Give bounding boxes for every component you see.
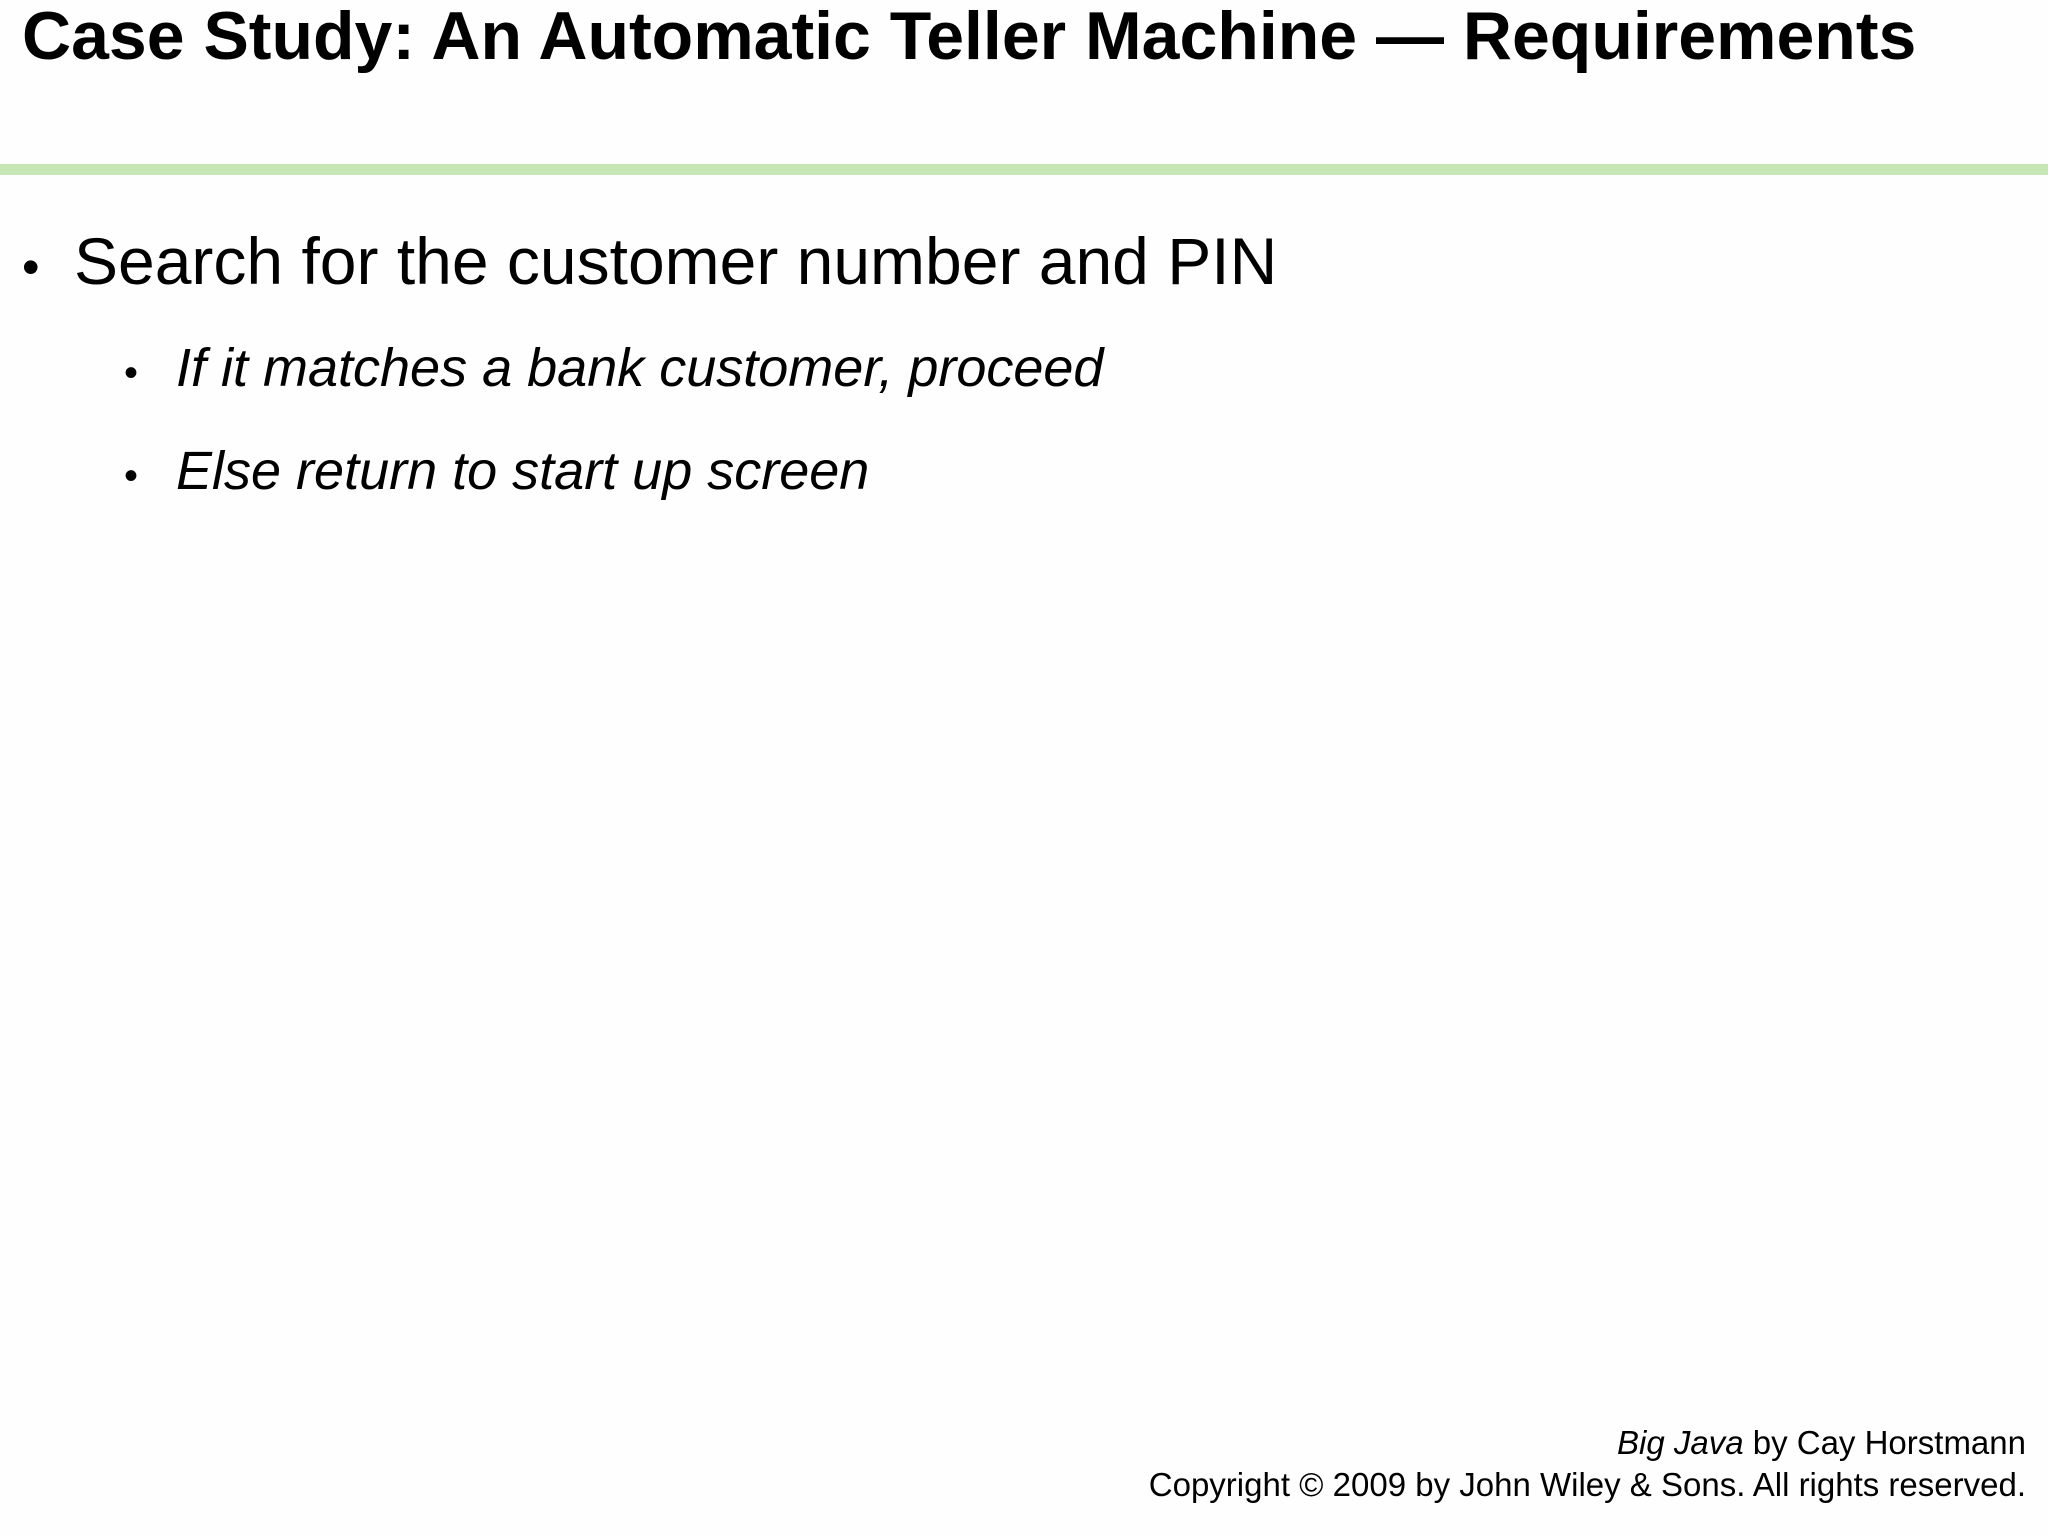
footer-attribution xyxy=(1149,1422,2026,1464)
bullet-text: Search for the customer number and PIN xyxy=(74,224,1278,298)
book-title: Big Java xyxy=(1616,1424,1744,1461)
title-divider xyxy=(0,164,2048,175)
author-text: by Cay Horstmann xyxy=(1743,1424,2026,1461)
slide-footer xyxy=(1149,1422,2026,1506)
bullet-icon: • xyxy=(22,239,40,295)
copyright-notice: Copyright © 2009 by John Wiley & Sons. All rights reserved. xyxy=(1148,1466,2026,1503)
sub-bullet-text: Else return to start up screen xyxy=(176,441,870,501)
bullet-icon: • xyxy=(124,351,139,395)
bullet-icon: • xyxy=(124,454,139,498)
sub-bullet-item xyxy=(124,439,869,508)
bullet-item xyxy=(22,221,1277,307)
slide-title: Case Study: An Automatic Teller Machine — Requirements xyxy=(22,0,1917,74)
sub-bullet-item xyxy=(124,336,1103,405)
sub-bullet-text: If it matches a bank customer, proceed xyxy=(176,338,1104,398)
